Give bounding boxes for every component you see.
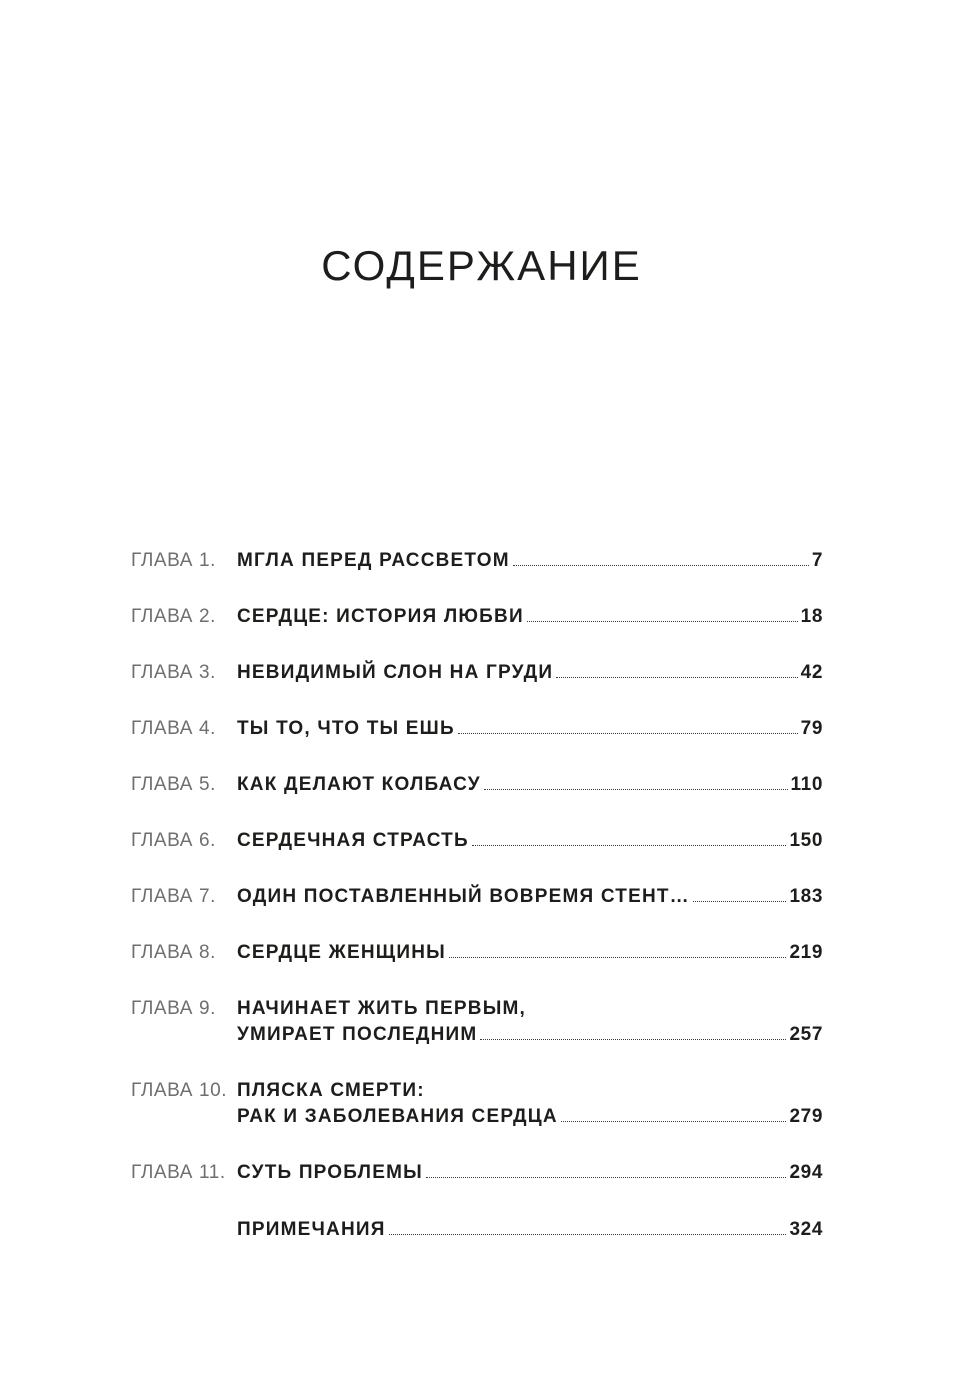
chapter-title-block — [237, 1160, 823, 1186]
chapter-title: СЕРДЦЕ ЖЕНЩИНЫ — [237, 942, 446, 963]
page-title: СОДЕРЖАНИЕ — [321, 242, 642, 289]
chapter-title-block — [237, 996, 823, 1048]
page-number: 257 — [789, 1024, 823, 1045]
dot-leader — [484, 788, 788, 790]
dot-leader — [527, 620, 798, 622]
chapter-title: ТЫ ТО, ЧТО ТЫ ЕШЬ — [237, 718, 455, 739]
dot-leader — [513, 564, 809, 566]
toc-entry[interactable] — [131, 772, 823, 798]
chapter-title-block — [237, 1078, 823, 1130]
chapter-label: ГЛАВА 7. — [131, 886, 217, 907]
chapter-label: ГЛАВА 6. — [131, 830, 217, 851]
chapter-title: ПРИМЕЧАНИЯ — [237, 1219, 386, 1240]
page-number: 183 — [789, 886, 823, 907]
chapter-title-block — [237, 716, 823, 742]
chapter-label: ГЛАВА 10. — [131, 1080, 228, 1101]
chapter-title-line — [237, 548, 823, 574]
chapter-label: ГЛАВА 9. — [131, 998, 217, 1019]
chapter-title-block — [237, 660, 823, 686]
toc-entry[interactable] — [131, 884, 823, 910]
chapter-title: ОДИН ПОСТАВЛЕННЫЙ ВОВРЕМЯ СТЕНТ… — [237, 886, 690, 907]
chapter-label: ГЛАВА 11. — [131, 1162, 226, 1183]
chapter-label: ГЛАВА 8. — [131, 942, 217, 963]
toc-entry[interactable] — [131, 940, 823, 966]
toc-entry[interactable] — [131, 1217, 823, 1243]
page-number: 42 — [800, 662, 823, 683]
dot-leader — [426, 1176, 787, 1178]
chapter-title-line — [237, 996, 823, 1022]
dot-leader — [556, 676, 797, 678]
chapter-title: КАК ДЕЛАЮТ КОЛБАСУ — [237, 774, 481, 795]
toc-entry[interactable] — [131, 716, 823, 742]
page-number: 294 — [789, 1162, 823, 1183]
dot-leader — [693, 900, 787, 902]
chapter-title: МГЛА ПЕРЕД РАССВЕТОМ — [237, 550, 510, 571]
page-number: 79 — [800, 718, 823, 739]
chapter-title: СУТЬ ПРОБЛЕМЫ — [237, 1162, 423, 1183]
dot-leader — [449, 956, 787, 958]
chapter-label: ГЛАВА 2. — [131, 606, 217, 627]
chapter-label: ГЛАВА 5. — [131, 774, 217, 795]
chapter-title-line — [237, 660, 823, 686]
chapter-title-block — [237, 940, 823, 966]
chapter-title: СЕРДЕЧНАЯ СТРАСТЬ — [237, 830, 469, 851]
chapter-title-line — [237, 604, 823, 630]
chapter-title-block — [237, 772, 823, 798]
toc-entry[interactable] — [131, 996, 823, 1048]
chapter-title-line — [237, 1217, 823, 1243]
chapter-label: ГЛАВА 3. — [131, 662, 217, 683]
chapter-title-line — [237, 716, 823, 742]
chapter-title-line — [237, 884, 823, 910]
page-number: 150 — [789, 830, 823, 851]
toc-entry[interactable] — [131, 828, 823, 854]
dot-leader — [480, 1038, 786, 1040]
page-number: 279 — [789, 1106, 823, 1127]
dot-leader — [561, 1120, 787, 1122]
page-number: 324 — [789, 1219, 823, 1240]
page-number: 110 — [790, 774, 823, 795]
chapter-title-line — [237, 772, 823, 798]
chapter-label: ГЛАВА 1. — [131, 550, 217, 571]
dot-leader — [458, 732, 798, 734]
chapter-title-line — [237, 1160, 823, 1186]
table-of-contents — [131, 548, 823, 1273]
toc-entry[interactable] — [131, 1160, 823, 1186]
toc-entry[interactable] — [131, 660, 823, 686]
chapter-title-line — [237, 1104, 823, 1130]
chapter-title-line — [237, 1022, 823, 1048]
chapter-title-line — [237, 940, 823, 966]
dot-leader — [389, 1233, 787, 1235]
chapter-label: ГЛАВА 4. — [131, 718, 217, 739]
page-number: 7 — [811, 550, 823, 571]
chapter-title-block — [237, 604, 823, 630]
toc-entry[interactable] — [131, 604, 823, 630]
chapter-title: РАК И ЗАБОЛЕВАНИЯ СЕРДЦА — [237, 1106, 558, 1127]
toc-entry[interactable] — [131, 548, 823, 574]
chapter-title: НЕВИДИМЫЙ СЛОН НА ГРУДИ — [237, 662, 554, 683]
page-number: 18 — [800, 606, 823, 627]
chapter-title: СЕРДЦЕ: ИСТОРИЯ ЛЮБВИ — [237, 606, 524, 627]
chapter-title-block — [237, 548, 823, 574]
chapter-title-line — [237, 1078, 823, 1104]
chapter-title-block — [237, 884, 823, 910]
chapter-title: УМИРАЕТ ПОСЛЕДНИМ — [237, 1024, 478, 1045]
page-number: 219 — [789, 942, 823, 963]
dot-leader — [472, 844, 787, 846]
chapter-title: ПЛЯСКА СМЕРТИ: — [237, 1080, 425, 1101]
chapter-title-block — [237, 1217, 823, 1243]
chapter-title: НАЧИНАЕТ ЖИТЬ ПЕРВЫМ, — [237, 998, 527, 1019]
chapter-title-block — [237, 828, 823, 854]
chapter-title-line — [237, 828, 823, 854]
toc-entry[interactable] — [131, 1078, 823, 1130]
